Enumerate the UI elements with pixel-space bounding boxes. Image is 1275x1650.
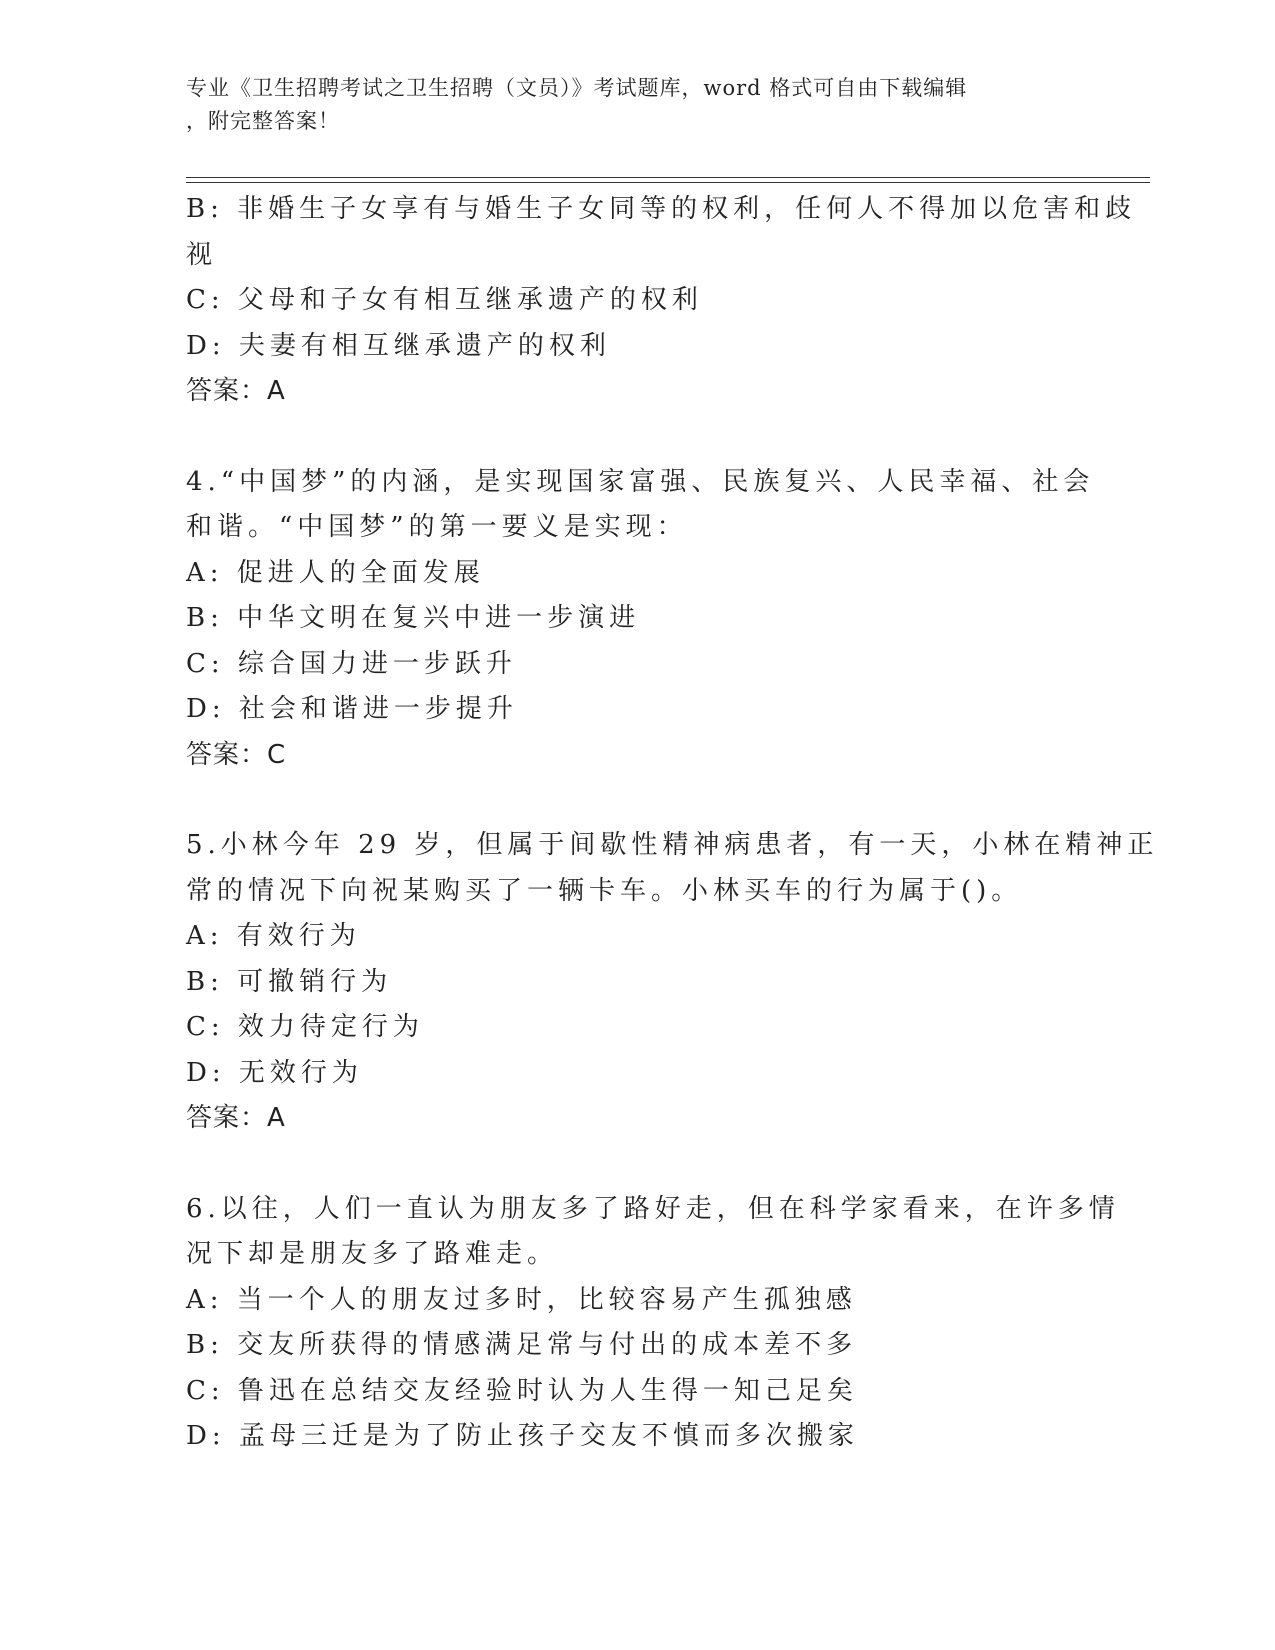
question-5-stem-cont: 常的情况下向祝某购买了一辆卡车。小林买车的行为属于()。 [186,875,1023,906]
header-divider-top [186,177,1150,178]
question-3-answer: 答案：A [186,376,286,406]
header-line-1: 专业《卫生招聘考试之卫生招聘（文员）》考试题库，word 格式可自由下载编辑 [186,76,968,100]
question-3-option-b: B: 非婚生子女享有与婚生子女同等的权利，任何人不得加以危害和歧 [186,194,1137,224]
question-5-answer: 答案：A [186,1103,286,1133]
question-5-option-c: C: 效力待定行为 [186,1012,424,1042]
question-6-option-c: C: 鲁迅在总结交友经验时认为人生得一知己足矣 [186,1375,858,1406]
header-divider-bottom [186,182,1150,183]
question-3 [186,187,1137,415]
question-6 [186,1187,1120,1460]
question-3-option-b-cont: 视 [186,239,218,270]
header-line-2: ，附完整答案！ [186,109,340,133]
question-4-stem-cont: 和谐。“中国梦”的第一要义是实现： [186,512,688,542]
question-6-option-d: D: 孟母三迁是为了防止孩子交友不慎而多次搬家 [186,1421,859,1451]
question-content [186,187,1159,1460]
question-5 [186,823,1159,1142]
question-6-option-b: B: 交友所获得的情感满足常与付出的成本差不多 [186,1330,858,1360]
question-4-option-c: C: 综合国力进一步跃升 [186,648,517,679]
question-3-option-d: D: 夫妻有相互继承遗产的权利 [186,330,611,361]
question-6-option-a: A: 当一个人的朋友过多时，比较容易产生孤独感 [186,1284,857,1315]
question-4-option-d: D: 社会和谐进一步提升 [186,694,518,724]
question-5-option-d: D: 无效行为 [186,1057,363,1088]
document-header [186,72,1066,138]
question-5-option-a: A: 有效行为 [186,921,361,951]
question-4-answer: 答案：C [186,739,287,770]
question-5-option-b: B: 可撤销行为 [186,966,393,997]
question-4-stem: 4.“中国梦”的内涵，是实现国家富强、民族复兴、人民幸福、社会 [186,466,1095,497]
question-3-option-c: C: 父母和子女有相互继承遗产的权利 [186,285,703,315]
question-4-option-a: A: 促进人的全面发展 [186,557,485,588]
question-4-option-b: B: 中华文明在复兴中进一步演进 [186,603,641,633]
question-5-stem: 5.小林今年 29 岁，但属于间歇性精神病患者，有一天，小林在精神正 [186,830,1159,860]
question-4 [186,460,1095,779]
question-6-stem: 6.以往，人们一直认为朋友多了路好走，但在科学家看来，在许多情 [186,1193,1120,1224]
question-6-stem-cont: 况下却是朋友多了路难走。 [186,1239,559,1269]
